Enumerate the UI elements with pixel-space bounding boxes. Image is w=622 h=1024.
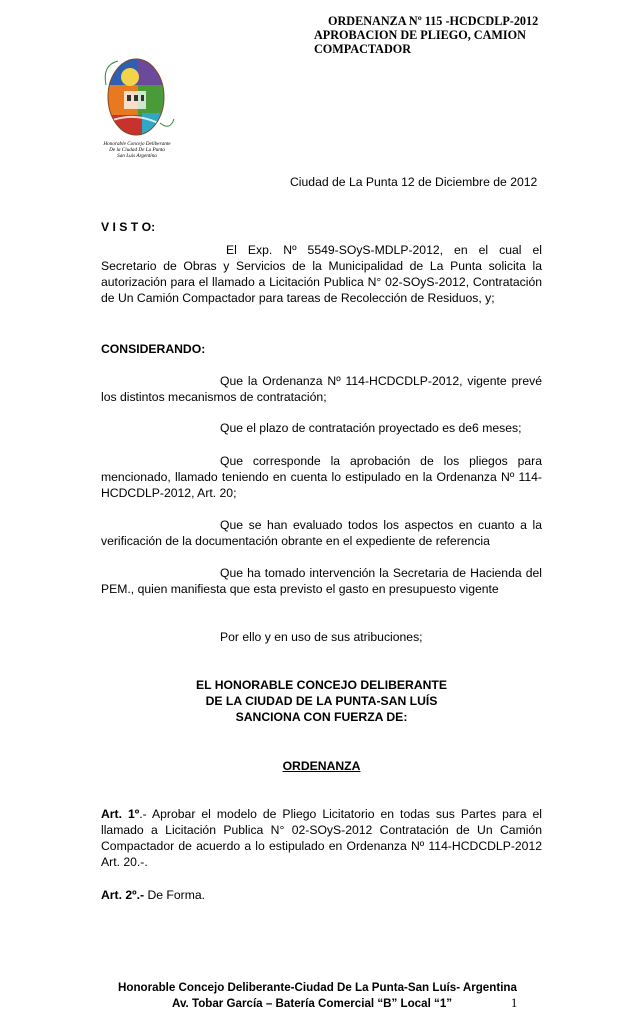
- doc-title-line1: ORDENANZA Nº 115 -HCDCDLP-2012: [328, 14, 539, 28]
- considerando-p5-line1: Que ha tomado intervención la Secretaria de Hacienda del: [220, 566, 542, 580]
- logo-caption-line1: Honorable Concejo Deliberante: [103, 141, 171, 147]
- considerando-p1-line2: los distintos mecanismos de contratación;: [101, 390, 327, 404]
- council-emblem-icon: [100, 55, 178, 140]
- art1-line-3: Compactador de acuerdo a lo estipulado en Ordenanza Nº 114-HCDCDLP-2012: [101, 839, 542, 853]
- art1-line-1-text: .- Aprobar el modelo de Pliego Licitatorio en todas sus Partes para el: [139, 807, 542, 821]
- page-number: 1: [511, 996, 518, 1010]
- sanciona-line-3: SANCIONA CON FUERZA DE:: [235, 710, 408, 724]
- considerando-p3-line2: mencionado, llamado teniendo en cuenta lo estipulado en la Ordenanza Nº 114-: [101, 470, 542, 484]
- art1-line-1: [101, 806, 542, 822]
- art1-line-2: llamado a Licitación Publica N° 02-SOyS-2012 Contratación de Un Camión: [101, 823, 542, 837]
- doc-title-line2: APROBACION DE PLIEGO, CAMION: [314, 28, 526, 42]
- visto-line-4: de Un Camión Compactador para tareas de Recolección de Residuos, y;: [101, 291, 495, 305]
- art1-line-4: Art. 20.-.: [101, 855, 148, 869]
- visto-line-2: Secretario de Obras y Servicios de la Municipalidad de La Punta solicita la: [101, 259, 542, 273]
- logo-caption-line3: San Luis Argentina: [117, 153, 157, 159]
- visto-heading: V I S T O:: [101, 220, 156, 234]
- art2-text: De Forma.: [144, 888, 206, 902]
- date-line: Ciudad de La Punta 12 de Diciembre de 2012: [290, 175, 538, 189]
- logo-caption-line2: De la Ciudad De La Punta: [109, 147, 165, 153]
- considerando-p4-line1: Que se han evaluado todos los aspectos en cuanto a la: [220, 518, 542, 532]
- sanciona-line-2: DE LA CIUDAD DE LA PUNTA-SAN LUÍS: [205, 694, 438, 708]
- considerando-p5-line2: PEM., quien manifiesta que esta previsto el gasto en presupuesto vigente: [101, 582, 499, 596]
- considerando-p6-line1: Por ello y en uso de sus atribuciones;: [220, 630, 423, 644]
- art2-line: [101, 887, 205, 903]
- visto-line-3: autorización para el llamado a Licitación Publica N° 02-SOyS-2012, Contratación: [101, 275, 542, 289]
- footer-line-1: Honorable Concejo Deliberante-Ciudad De La Punta-San Luís- Argentina: [118, 981, 517, 994]
- considerando-p1-line1: Que la Ordenanza Nº 114-HCDCDLP-2012, vigente prevé: [220, 374, 542, 388]
- considerando-p3-line1: Que corresponde la aprobación de los pliegos para: [220, 454, 542, 468]
- considerando-heading: CONSIDERANDO:: [101, 342, 206, 356]
- visto-line-1: El Exp. Nº 5549-SOyS-MDLP-2012, en el cual el: [226, 243, 542, 257]
- ordenanza-heading: ORDENANZA: [282, 759, 361, 773]
- art2-label: Art. 2º.-: [101, 888, 145, 902]
- council-logo: [100, 55, 178, 173]
- considerando-p4-line2: verificación de la documentación obrante en el expediente de referencia: [101, 534, 490, 548]
- doc-title-line3: COMPACTADOR: [314, 42, 412, 56]
- considerando-p2-line1: Que el plazo de contratación proyectado es de6 meses;: [220, 421, 522, 435]
- considerando-p3-line3: HCDCDLP-2012, Art. 20;: [101, 486, 237, 500]
- sanciona-line-1: EL HONORABLE CONCEJO DELIBERANTE: [196, 678, 447, 692]
- art1-label: Art. 1º: [101, 807, 140, 821]
- footer-line-2: Av. Tobar García – Batería Comercial “B” Local “1”: [172, 997, 453, 1010]
